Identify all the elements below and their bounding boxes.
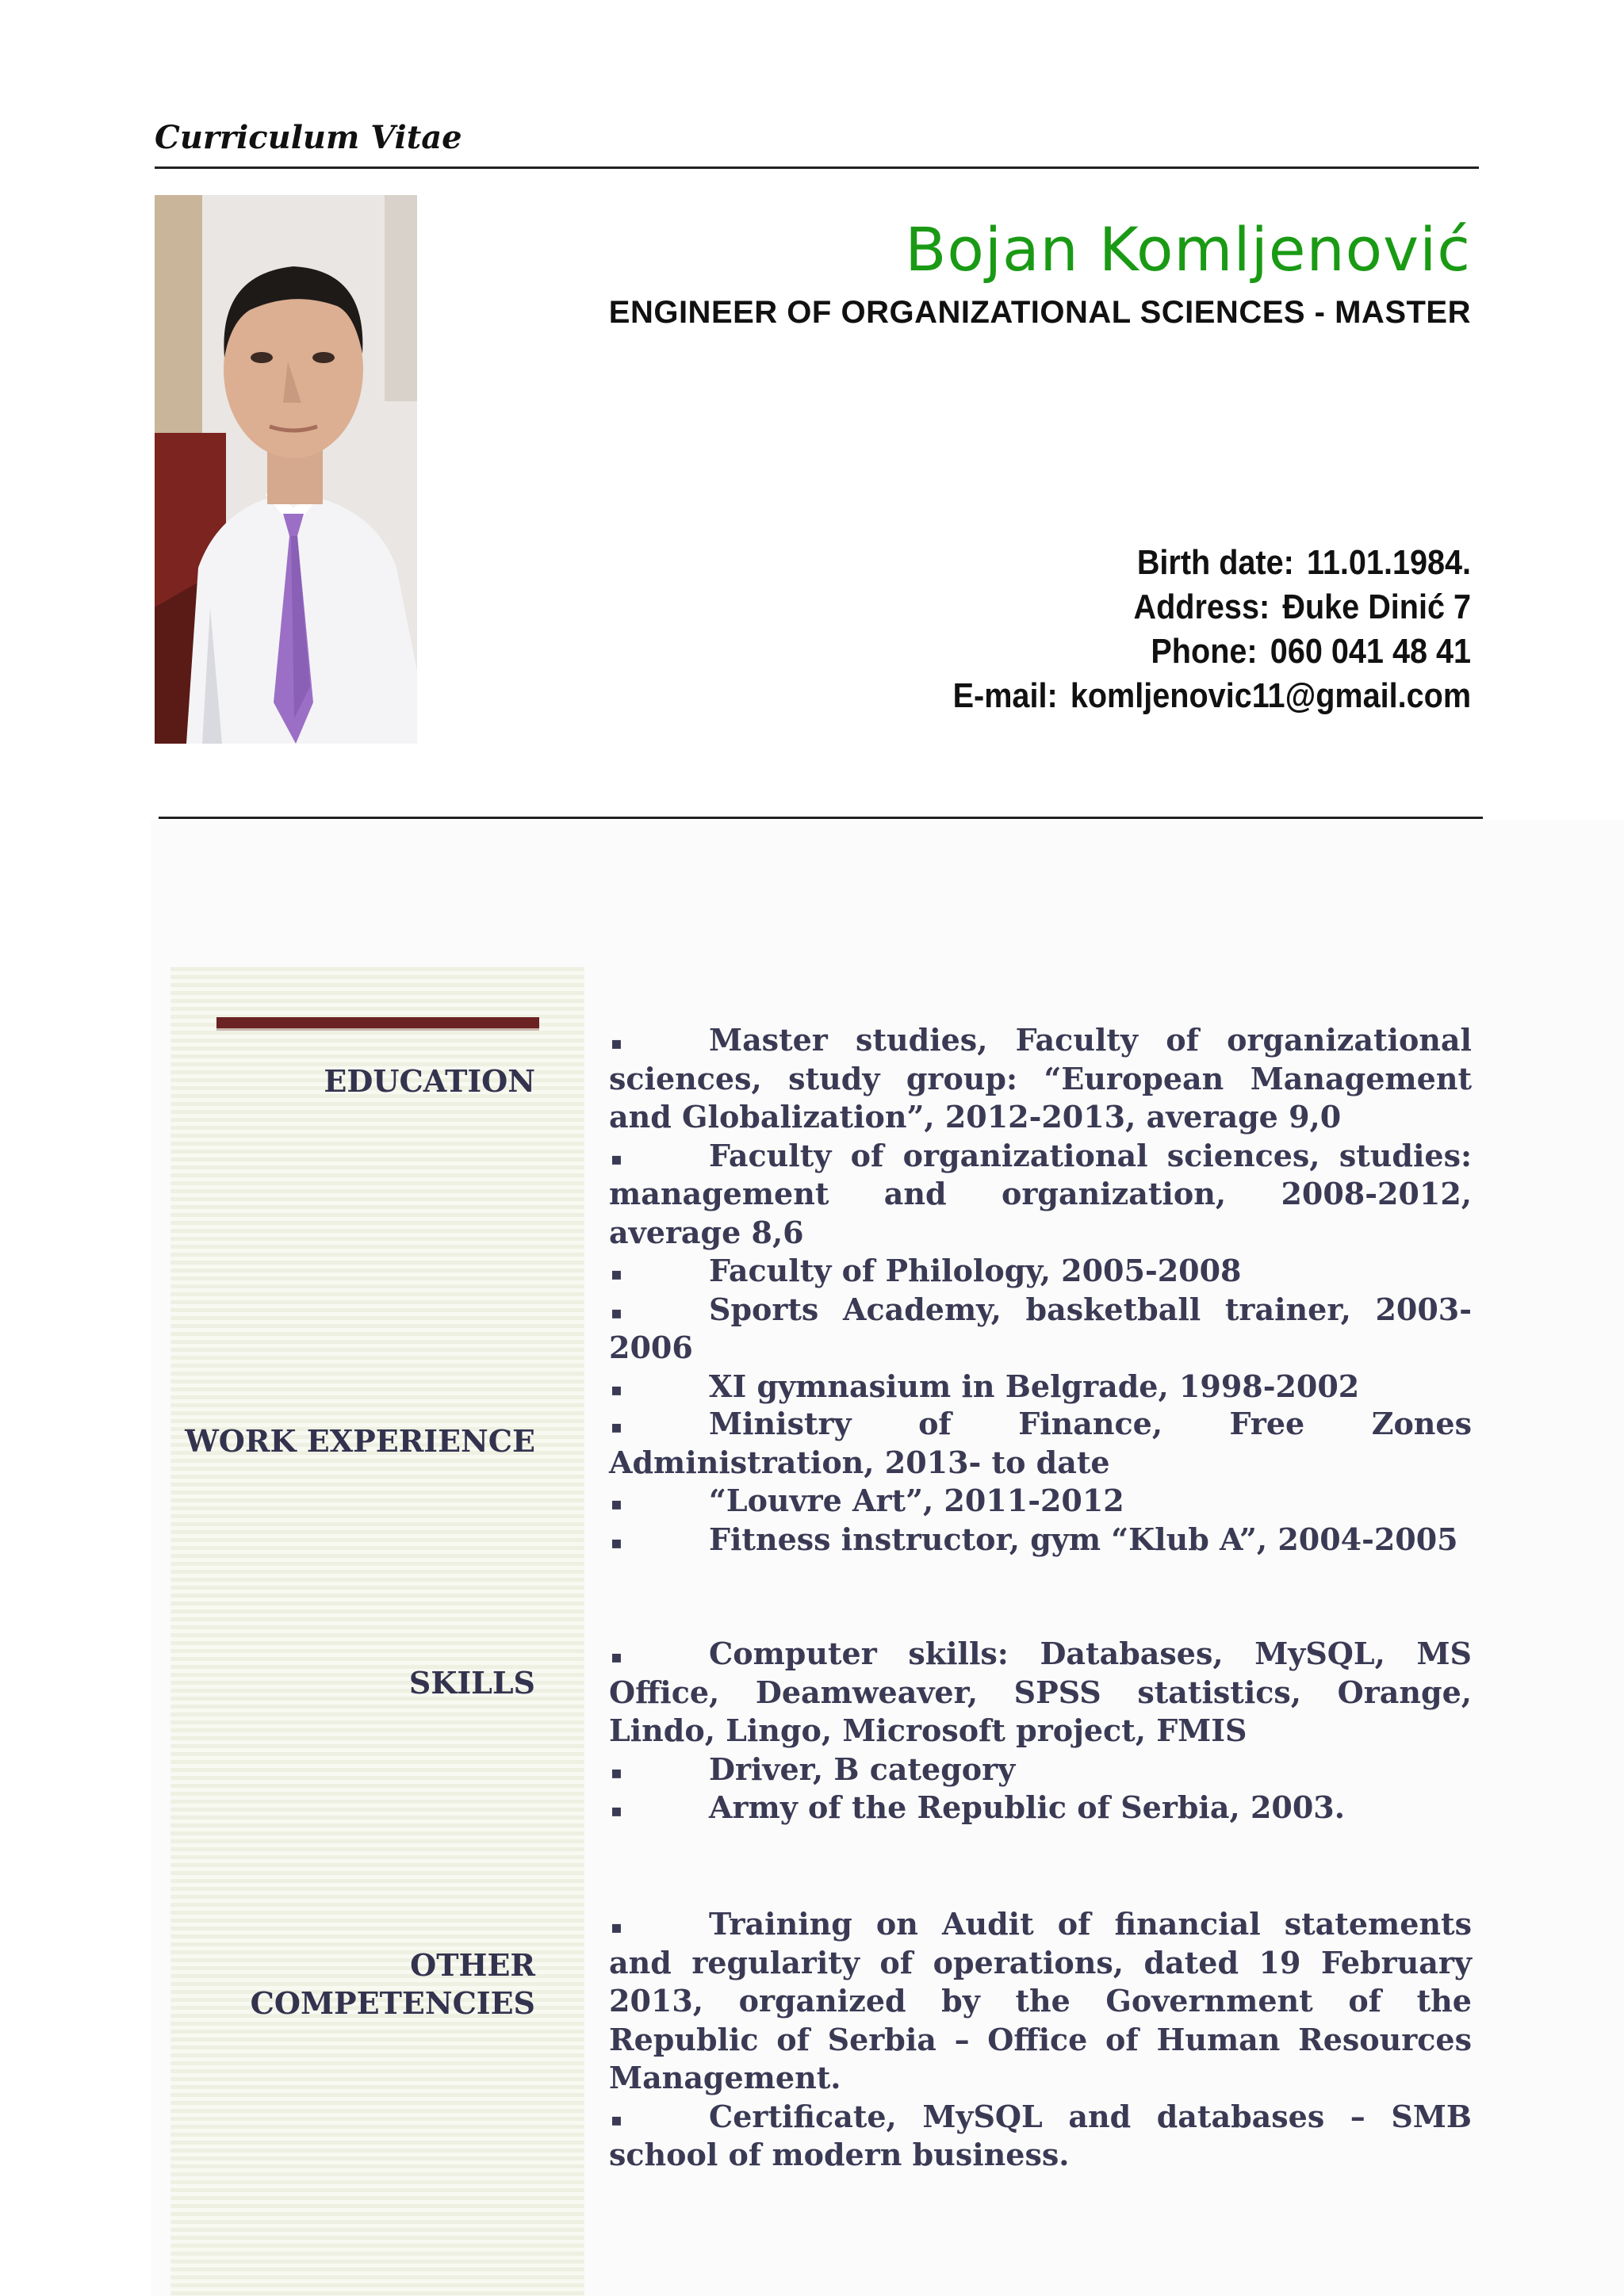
list-item: ▪ XI gymnasium in Belgrade, 1998-2002: [609, 1368, 1472, 1406]
work-experience-content: [609, 1405, 1472, 1559]
list-item: ▪ Faculty of organizational sciences, studies: management and organization, 2008-2012, average 8,6: [609, 1137, 1472, 1250]
email-label: E-mail:: [952, 676, 1058, 715]
list-item: ▪ Sports Academy, basketball trainer, 2003-2006: [609, 1291, 1472, 1365]
phone-value: 060 041 48 41: [1270, 632, 1471, 671]
list-item: ▪ Certificate, MySQL and databases – SMB school of modern business.: [609, 2098, 1472, 2172]
list-item: ▪ Master studies, Faculty of organizational sciences, study group: “European Management and Globalization”, 2012-2013, average 9,0: [609, 1022, 1472, 1135]
bullet-icon: ▪: [611, 1264, 622, 1284]
bullet-icon: ▪: [611, 1917, 622, 1938]
list-item: ▪ “Louvre Art”, 2011-2012: [609, 1482, 1472, 1521]
skills-content: [609, 1635, 1472, 1827]
profile-photo: [155, 195, 417, 744]
email-row: [953, 674, 1471, 718]
address-value: Đuke Dinić 7: [1282, 587, 1471, 626]
address-row: [953, 585, 1471, 629]
education-label: EDUCATION: [324, 1063, 535, 1099]
bullet-icon: ▪: [611, 1417, 622, 1437]
bullet-icon: ▪: [611, 1379, 622, 1400]
list-item: ▪ Driver, B category: [609, 1751, 1472, 1789]
bullet-icon: ▪: [611, 1302, 622, 1323]
sidebar-accent-bar: [216, 1017, 539, 1031]
bullet-icon: ▪: [611, 1033, 622, 1054]
top-divider: [155, 166, 1479, 169]
section-sidebar: [170, 967, 584, 2296]
work-experience-label: WORK EXPERIENCE: [185, 1423, 535, 1459]
person-name: Bojan Komljenović: [905, 214, 1471, 285]
phone-row: [953, 629, 1471, 674]
list-item: ▪ Training on Audit of financial statements and regularity of operations, dated 19 February 2013, organized by the Government of the Republic of Serbia – Office of Human Resources Management.: [609, 1906, 1472, 2095]
birth-date-row: [953, 541, 1471, 585]
job-title: ENGINEER OF ORGANIZATIONAL SCIENCES - MASTER: [608, 295, 1471, 330]
other-label-line2: COMPETENCIES: [250, 1985, 535, 2021]
bullet-icon: ▪: [611, 2109, 622, 2130]
bullet-icon: ▪: [611, 1800, 622, 1821]
list-item: ▪ Faculty of Philology, 2005-2008: [609, 1252, 1472, 1291]
middle-divider: [159, 817, 1483, 819]
other-label-line1: OTHER: [410, 1947, 535, 1983]
bullet-icon: ▪: [611, 1532, 622, 1553]
skills-label: SKILLS: [408, 1665, 535, 1701]
birth-date-value: 11.01.1984.: [1306, 543, 1471, 582]
contact-block: [953, 541, 1471, 718]
birth-date-label: Birth date:: [1136, 543, 1294, 582]
list-item: ▪ Ministry of Finance, Free Zones Administration, 2013- to date: [609, 1406, 1472, 1480]
bullet-icon: ▪: [611, 1148, 622, 1169]
email-value[interactable]: komljenovic11@gmail.com: [1070, 676, 1471, 715]
list-item: ▪ Army of the Republic of Serbia, 2003.: [609, 1789, 1472, 1827]
bullet-icon: ▪: [611, 1762, 622, 1783]
phone-label: Phone:: [1151, 632, 1258, 671]
other-competencies-content: [609, 1905, 1472, 2175]
other-competencies-label: [251, 1946, 535, 2022]
education-content: [609, 1021, 1472, 1406]
list-item: ▪ Fitness instructor, gym “Klub A”, 2004-2005: [609, 1521, 1472, 1559]
bullet-icon: ▪: [611, 1647, 622, 1667]
bullet-icon: ▪: [611, 1494, 622, 1514]
list-item: ▪ Computer skills: Databases, MySQL, MS Office, Deamweaver, SPSS statistics, Orange, Lindo, Lingo, Microsoft project, FMIS: [609, 1636, 1472, 1748]
cv-label: Curriculum Vitae: [155, 119, 462, 156]
address-label: Address:: [1133, 587, 1270, 626]
